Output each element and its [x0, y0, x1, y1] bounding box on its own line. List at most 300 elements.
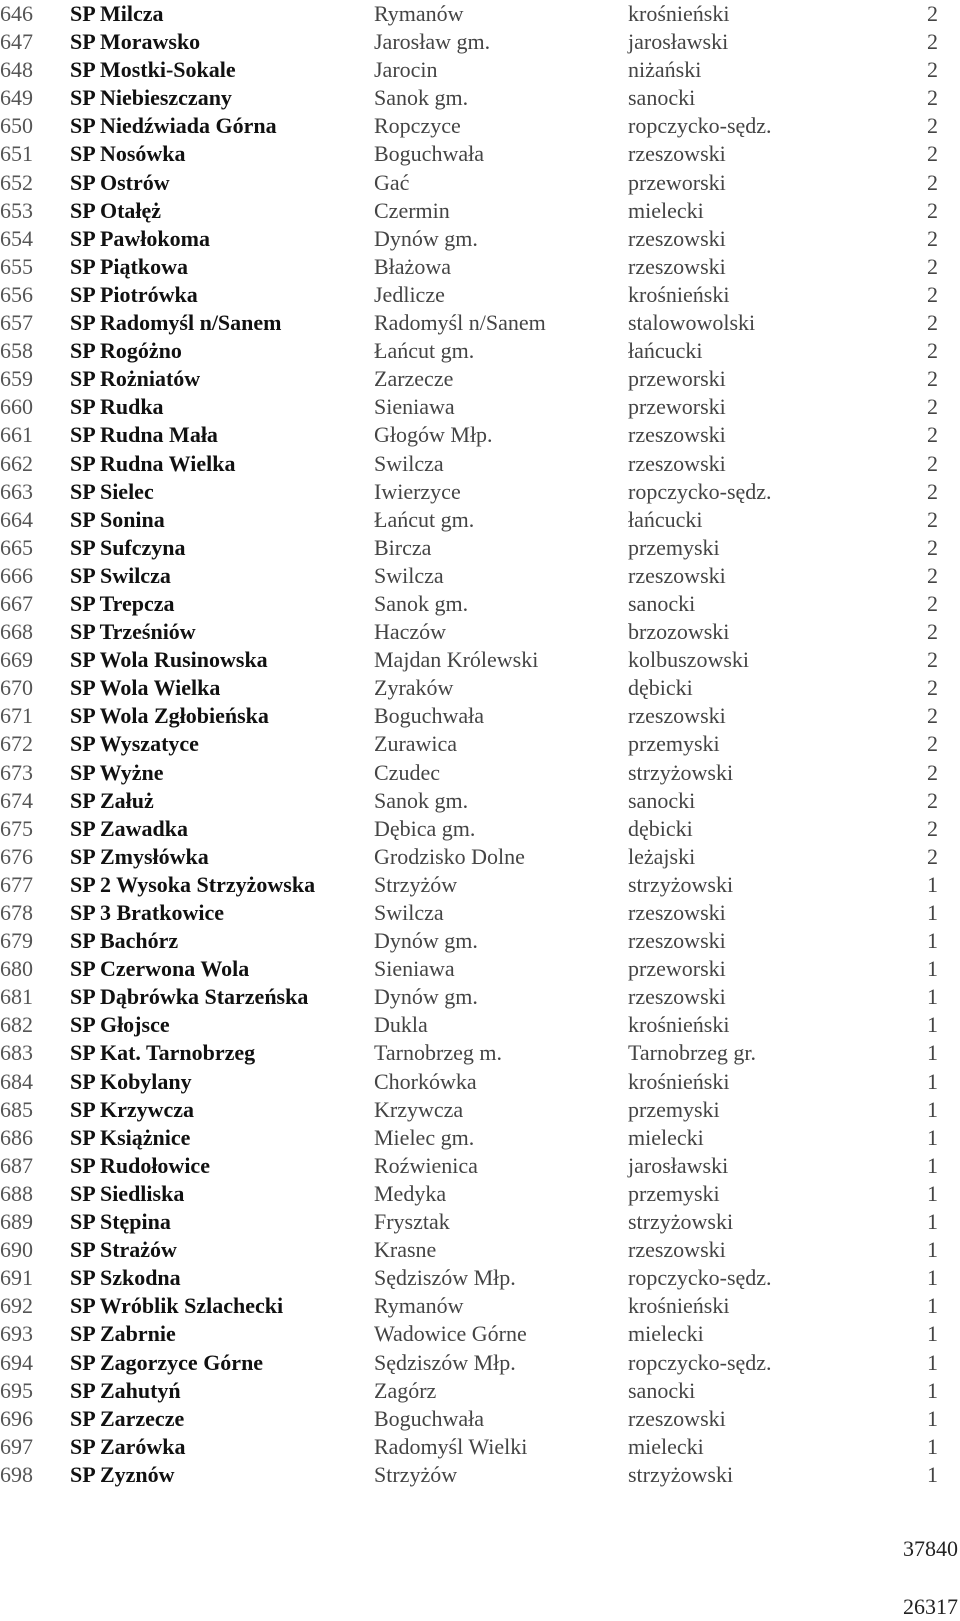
school-name: SP Sufczyna	[70, 534, 186, 560]
gmina-name: Krasne	[374, 1237, 437, 1263]
school-name: SP Swilcza	[70, 562, 171, 588]
row-value: 2	[927, 647, 938, 673]
table-row	[0, 646, 960, 674]
gmina-name: Błażowa	[374, 253, 451, 279]
table-row	[0, 56, 960, 84]
powiat-name: dębicki	[628, 815, 693, 841]
powiat-name: niżański	[628, 57, 702, 83]
powiat-name: strzyżowski	[628, 1209, 734, 1235]
gmina-name: Zagórz	[374, 1377, 437, 1403]
powiat-name: przeworski	[628, 169, 726, 195]
school-name: SP Piotrówka	[70, 281, 198, 307]
table-row	[0, 1320, 960, 1348]
powiat-name: sanocki	[628, 787, 696, 813]
gmina-name: Dynów gm.	[374, 928, 478, 954]
table-row	[0, 1433, 960, 1461]
table-row	[0, 562, 960, 590]
row-value: 2	[927, 141, 938, 167]
table-row	[0, 197, 960, 225]
row-number: 655	[0, 253, 33, 279]
table-row	[0, 702, 960, 730]
school-name: SP Niebieszczany	[70, 85, 232, 111]
powiat-name: przeworski	[628, 956, 726, 982]
powiat-name: przeworski	[628, 394, 726, 420]
row-number: 675	[0, 815, 33, 841]
gmina-name: Czermin	[374, 197, 450, 223]
row-number: 698	[0, 1461, 33, 1487]
table-row	[0, 1461, 960, 1489]
powiat-name: strzyżowski	[628, 871, 734, 897]
school-name: SP Wyżne	[70, 759, 164, 785]
row-number: 682	[0, 1012, 33, 1038]
row-value: 1	[927, 1433, 938, 1459]
row-number: 652	[0, 169, 33, 195]
gmina-name: Haczów	[374, 619, 447, 645]
school-name: SP Dąbrówka Starzeńska	[70, 984, 309, 1010]
table-row	[0, 983, 960, 1011]
school-name: SP Rudna Mała	[70, 422, 218, 448]
row-value: 2	[927, 422, 938, 448]
row-number: 662	[0, 450, 33, 476]
table-row	[0, 1264, 960, 1292]
row-value: 1	[927, 1209, 938, 1235]
total-sum-2: 26317	[903, 1594, 958, 1619]
row-value: 2	[927, 1, 938, 26]
powiat-name: rzeszowski	[628, 562, 726, 588]
gmina-name: Rymanów	[374, 1293, 464, 1319]
powiat-name: przemyski	[628, 1180, 720, 1206]
row-number: 688	[0, 1180, 33, 1206]
row-value: 2	[927, 562, 938, 588]
table-row	[0, 112, 960, 140]
powiat-name: jarosławski	[628, 1152, 729, 1178]
table-row	[0, 253, 960, 281]
table-row	[0, 1180, 960, 1208]
row-value: 1	[927, 1040, 938, 1066]
powiat-name: sanocki	[628, 590, 696, 616]
row-value: 2	[927, 85, 938, 111]
powiat-name: sanocki	[628, 1377, 696, 1403]
table-row	[0, 478, 960, 506]
gmina-name: Iwierzyce	[374, 478, 461, 504]
school-name: SP Zmysłówka	[70, 843, 209, 869]
powiat-name: strzyżowski	[628, 1461, 734, 1487]
row-value: 2	[927, 534, 938, 560]
school-name: SP Książnice	[70, 1124, 191, 1150]
row-value: 2	[927, 394, 938, 420]
school-name: SP Stępina	[70, 1209, 171, 1235]
row-value: 2	[927, 478, 938, 504]
table-row	[0, 84, 960, 112]
row-value: 1	[927, 1124, 938, 1150]
table-row	[0, 843, 960, 871]
gmina-name: Zarzecze	[374, 366, 454, 392]
school-name: SP Zarówka	[70, 1433, 186, 1459]
table-row	[0, 393, 960, 421]
school-name: SP Zahutyń	[70, 1377, 181, 1403]
row-number: 673	[0, 759, 33, 785]
powiat-name: przemyski	[628, 731, 720, 757]
row-value: 1	[927, 1237, 938, 1263]
row-value: 1	[927, 1349, 938, 1375]
table-row	[0, 506, 960, 534]
table-row	[0, 871, 960, 899]
table-row	[0, 365, 960, 393]
row-value: 1	[927, 1293, 938, 1319]
school-name: SP Bachórz	[70, 928, 179, 954]
school-name: SP Wola Rusinowska	[70, 647, 268, 673]
powiat-name: kolbuszowski	[628, 647, 749, 673]
row-number: 654	[0, 225, 33, 251]
row-value: 2	[927, 197, 938, 223]
school-name: SP 2 Wysoka Strzyżowska	[70, 871, 316, 897]
row-value: 2	[927, 169, 938, 195]
gmina-name: Chorkówka	[374, 1068, 477, 1094]
school-name: SP Wola Wielka	[70, 675, 221, 701]
row-number: 686	[0, 1124, 33, 1150]
row-number: 689	[0, 1209, 33, 1235]
table-row	[0, 1096, 960, 1124]
table-row	[0, 1292, 960, 1320]
table-row	[0, 28, 960, 56]
school-name: SP Trepcza	[70, 590, 175, 616]
row-number: 697	[0, 1433, 33, 1459]
gmina-name: Ropczyce	[374, 113, 461, 139]
row-number: 647	[0, 29, 33, 55]
gmina-name: Czudec	[374, 759, 440, 785]
powiat-name: strzyżowski	[628, 759, 734, 785]
row-number: 672	[0, 731, 33, 757]
powiat-name: łańcucki	[628, 338, 703, 364]
row-number: 659	[0, 366, 33, 392]
row-number: 665	[0, 534, 33, 560]
row-number: 683	[0, 1040, 33, 1066]
gmina-name: Wadowice Górne	[374, 1321, 527, 1347]
row-number: 678	[0, 900, 33, 925]
total-sum-1: 37840	[903, 1536, 958, 1561]
gmina-name: Zurawica	[374, 731, 458, 757]
powiat-name: jarosławski	[628, 29, 729, 55]
row-value: 2	[927, 57, 938, 83]
powiat-name: ropczycko-sędz.	[628, 1265, 772, 1291]
gmina-name: Majdan Królewski	[374, 647, 539, 673]
school-name: SP Rudka	[70, 394, 164, 420]
table-row	[0, 1349, 960, 1377]
row-value: 2	[927, 787, 938, 813]
row-number: 685	[0, 1096, 33, 1122]
row-value: 1	[927, 1377, 938, 1403]
row-value: 1	[927, 1265, 938, 1291]
row-value: 2	[927, 815, 938, 841]
school-name: SP Morawsko	[70, 29, 201, 55]
school-name: SP Sonina	[70, 506, 165, 532]
row-value: 1	[927, 984, 938, 1010]
table-row	[0, 421, 960, 449]
powiat-name: rzeszowski	[628, 141, 726, 167]
table-row	[0, 450, 960, 478]
row-number: 692	[0, 1293, 33, 1319]
gmina-name: Zyraków	[374, 675, 454, 701]
gmina-name: Sieniawa	[374, 956, 455, 982]
school-name: SP Sielec	[70, 478, 154, 504]
powiat-name: mielecki	[628, 197, 704, 223]
powiat-name: stalowowolski	[628, 310, 756, 336]
gmina-name: Rymanów	[374, 1, 464, 26]
row-value: 2	[927, 675, 938, 701]
row-number: 694	[0, 1349, 33, 1375]
gmina-name: Boguchwała	[374, 703, 484, 729]
table-row	[0, 787, 960, 815]
gmina-name: Sędziszów Młp.	[374, 1349, 516, 1375]
table-row	[0, 309, 960, 337]
gmina-name: Radomyśl Wielki	[374, 1433, 528, 1459]
gmina-name: Tarnobrzeg m.	[374, 1040, 502, 1066]
gmina-name: Mielec gm.	[374, 1124, 475, 1150]
table-row	[0, 618, 960, 646]
powiat-name: przemyski	[628, 534, 720, 560]
row-number: 648	[0, 57, 33, 83]
school-name: SP Rudna Wielka	[70, 450, 236, 476]
table-row	[0, 674, 960, 702]
gmina-name: Dynów gm.	[374, 984, 478, 1010]
powiat-name: rzeszowski	[628, 450, 726, 476]
row-value: 2	[927, 338, 938, 364]
row-number: 661	[0, 422, 33, 448]
school-name: SP 3 Bratkowice	[70, 900, 224, 925]
row-number: 670	[0, 675, 33, 701]
school-name: SP Piątkowa	[70, 253, 188, 279]
row-number: 671	[0, 703, 33, 729]
row-number: 664	[0, 506, 33, 532]
gmina-name: Swilcza	[374, 562, 444, 588]
powiat-name: rzeszowski	[628, 703, 726, 729]
school-name: SP Wyszatyce	[70, 731, 199, 757]
row-value: 2	[927, 253, 938, 279]
table-row	[0, 815, 960, 843]
gmina-name: Radomyśl n/Sanem	[374, 310, 546, 336]
powiat-name: krośnieński	[628, 281, 730, 307]
gmina-name: Medyka	[374, 1180, 447, 1206]
school-name: SP Ostrów	[70, 169, 170, 195]
row-number: 696	[0, 1405, 33, 1431]
row-number: 679	[0, 928, 33, 954]
table-row	[0, 1377, 960, 1405]
row-value: 2	[927, 759, 938, 785]
row-number: 676	[0, 843, 33, 869]
school-name: SP Zyznów	[70, 1461, 175, 1487]
table-row	[0, 534, 960, 562]
row-number: 646	[0, 1, 33, 26]
row-value: 2	[927, 590, 938, 616]
powiat-name: Tarnobrzeg gr.	[628, 1040, 756, 1066]
row-value: 2	[927, 731, 938, 757]
powiat-name: leżajski	[628, 843, 696, 869]
school-name: SP Nosówka	[70, 141, 186, 167]
gmina-name: Jedlicze	[374, 281, 445, 307]
row-number: 657	[0, 310, 33, 336]
powiat-name: krośnieński	[628, 1, 730, 26]
school-name: SP Rogóżno	[70, 338, 182, 364]
powiat-name: mielecki	[628, 1124, 704, 1150]
row-number: 691	[0, 1265, 33, 1291]
powiat-name: dębicki	[628, 675, 693, 701]
row-value: 1	[927, 956, 938, 982]
row-value: 1	[927, 1180, 938, 1206]
school-name: SP Szkodna	[70, 1265, 181, 1291]
gmina-name: Jarocin	[374, 57, 438, 83]
gmina-name: Sieniawa	[374, 394, 455, 420]
powiat-name: rzeszowski	[628, 928, 726, 954]
row-value: 1	[927, 1068, 938, 1094]
school-name: SP Radomyśl n/Sanem	[70, 310, 282, 336]
school-name: SP Kat. Tarnobrzeg	[70, 1040, 256, 1066]
row-value: 2	[927, 29, 938, 55]
gmina-name: Roźwienica	[374, 1152, 478, 1178]
row-number: 651	[0, 141, 33, 167]
school-name: SP Wola Zgłobieńska	[70, 703, 269, 729]
row-number: 653	[0, 197, 33, 223]
gmina-name: Dębica gm.	[374, 815, 476, 841]
row-number: 680	[0, 956, 33, 982]
school-name: SP Rożniatów	[70, 366, 201, 392]
powiat-name: rzeszowski	[628, 900, 726, 925]
school-name: SP Niedźwiada Górna	[70, 113, 277, 139]
school-name: SP Strażów	[70, 1237, 177, 1263]
powiat-name: przemyski	[628, 1096, 720, 1122]
gmina-name: Sędziszów Młp.	[374, 1265, 516, 1291]
powiat-name: rzeszowski	[628, 1405, 726, 1431]
gmina-name: Gać	[374, 169, 410, 195]
row-value: 2	[927, 310, 938, 336]
gmina-name: Grodzisko Dolne	[374, 843, 525, 869]
powiat-name: mielecki	[628, 1433, 704, 1459]
row-value: 1	[927, 1152, 938, 1178]
school-name: SP Krzywcza	[70, 1096, 195, 1122]
table-row	[0, 1068, 960, 1096]
row-value: 1	[927, 1012, 938, 1038]
school-name: SP Zawadka	[70, 815, 188, 841]
gmina-name: Jarosław gm.	[374, 29, 491, 55]
row-number: 666	[0, 562, 33, 588]
row-value: 2	[927, 703, 938, 729]
powiat-name: rzeszowski	[628, 225, 726, 251]
school-name: SP Siedliska	[70, 1180, 185, 1206]
row-number: 667	[0, 590, 33, 616]
row-number: 668	[0, 619, 33, 645]
table-row	[0, 169, 960, 197]
gmina-name: Bircza	[374, 534, 432, 560]
gmina-name: Dynów gm.	[374, 225, 478, 251]
gmina-name: Swilcza	[374, 900, 444, 925]
table-row	[0, 225, 960, 253]
table-row	[0, 1039, 960, 1067]
gmina-name: Strzyżów	[374, 871, 458, 897]
school-name: SP Czerwona Wola	[70, 956, 250, 982]
gmina-name: Dukla	[374, 1012, 428, 1038]
powiat-name: ropczycko-sędz.	[628, 478, 772, 504]
powiat-name: rzeszowski	[628, 984, 726, 1010]
powiat-name: mielecki	[628, 1321, 704, 1347]
school-name: SP Zabrnie	[70, 1321, 176, 1347]
row-value: 2	[927, 619, 938, 645]
row-value: 2	[927, 366, 938, 392]
gmina-name: Łańcut gm.	[374, 506, 475, 532]
row-number: 693	[0, 1321, 33, 1347]
table-row	[0, 1236, 960, 1264]
powiat-name: rzeszowski	[628, 253, 726, 279]
row-number: 649	[0, 85, 33, 111]
school-name: SP Rudołowice	[70, 1152, 210, 1178]
row-number: 658	[0, 338, 33, 364]
row-number: 695	[0, 1377, 33, 1403]
row-number: 669	[0, 647, 33, 673]
school-name: SP Kobylany	[70, 1068, 192, 1094]
gmina-name: Łańcut gm.	[374, 338, 475, 364]
row-number: 656	[0, 281, 33, 307]
table-row	[0, 1124, 960, 1152]
school-name: SP Załuż	[70, 787, 154, 813]
row-value: 2	[927, 225, 938, 251]
row-value: 1	[927, 900, 938, 925]
row-number: 684	[0, 1068, 33, 1094]
row-value: 2	[927, 843, 938, 869]
table-row	[0, 899, 960, 927]
gmina-name: Boguchwała	[374, 141, 484, 167]
row-number: 687	[0, 1152, 33, 1178]
school-name: SP Głojsce	[70, 1012, 170, 1038]
school-name: SP Otałęż	[70, 197, 162, 223]
gmina-name: Swilcza	[374, 450, 444, 476]
table-row	[0, 140, 960, 168]
gmina-name: Sanok gm.	[374, 85, 469, 111]
row-value: 1	[927, 1405, 938, 1431]
powiat-name: rzeszowski	[628, 422, 726, 448]
table-row	[0, 0, 960, 28]
table-row	[0, 759, 960, 787]
school-name: SP Zagorzyce Górne	[70, 1349, 264, 1375]
powiat-name: rzeszowski	[628, 1237, 726, 1263]
powiat-name: krośnieński	[628, 1068, 730, 1094]
school-name: SP Zarzecze	[70, 1405, 185, 1431]
table-row	[0, 281, 960, 309]
row-value: 1	[927, 1321, 938, 1347]
school-name: SP Mostki-Sokale	[70, 57, 236, 83]
table-row	[0, 927, 960, 955]
powiat-name: krośnieński	[628, 1012, 730, 1038]
row-number: 660	[0, 394, 33, 420]
gmina-name: Sanok gm.	[374, 787, 469, 813]
table-row	[0, 590, 960, 618]
row-number: 690	[0, 1237, 33, 1263]
row-value: 2	[927, 113, 938, 139]
table-row	[0, 955, 960, 983]
row-number: 674	[0, 787, 33, 813]
row-value: 1	[927, 871, 938, 897]
powiat-name: łańcucki	[628, 506, 703, 532]
gmina-name: Boguchwała	[374, 1405, 484, 1431]
gmina-name: Głogów Młp.	[374, 422, 493, 448]
powiat-name: sanocki	[628, 85, 696, 111]
row-value: 2	[927, 506, 938, 532]
gmina-name: Frysztak	[374, 1209, 450, 1235]
row-value: 1	[927, 928, 938, 954]
table-row	[0, 1152, 960, 1180]
powiat-name: krośnieński	[628, 1293, 730, 1319]
powiat-name: ropczycko-sędz.	[628, 1349, 772, 1375]
school-name: SP Milcza	[70, 1, 164, 26]
row-value: 1	[927, 1461, 938, 1487]
row-number: 677	[0, 871, 33, 897]
